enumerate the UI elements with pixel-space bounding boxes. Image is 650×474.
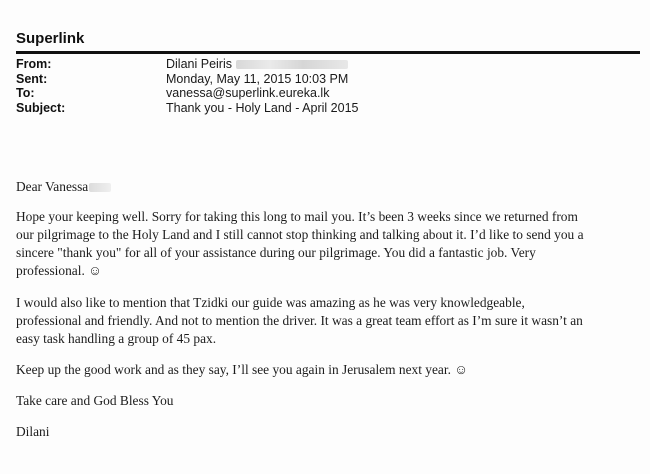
redacted-greeting-blur [89, 183, 111, 192]
spacer [16, 280, 638, 294]
sent-row [16, 72, 358, 87]
to-row [16, 86, 358, 101]
paragraph-1-line-1: Hope your keeping well. Sorry for taking this long to mail you. It’s been 3 weeks since we returned from [16, 209, 578, 224]
paragraph-2-line-3: easy task handling a group of 45 pax. [16, 331, 217, 346]
paragraph-1-line-2: our pilgrimage to the Holy Land and I still cannot stop thinking and talking about it. I’d like to send you a [16, 227, 584, 242]
brand-title: Superlink [16, 30, 640, 54]
from-value: Dilani Peiris [166, 57, 232, 71]
spacer [16, 196, 638, 208]
spacer [16, 379, 638, 392]
to-value: vanessa@superlink.eureka.lk [166, 86, 330, 100]
signature: Dilani [16, 424, 50, 439]
paragraph-4: Take care and God Bless You [16, 393, 174, 408]
sent-label: Sent: [16, 71, 48, 86]
to-label: To: [16, 86, 35, 100]
paragraph-2-line-2: professional and friendly. And not to mention the driver. It was a great team effort as I’m sure it wasn’t an [16, 313, 583, 328]
from-row [16, 57, 358, 72]
paragraph-3: Keep up the good work and as they say, I’ll see you again in Jerusalem next year. ☺ [16, 362, 468, 377]
paragraph-1-line-4: professional. ☺ [16, 263, 102, 278]
paragraph-1-line-3: sincere "thank you" for all of your assistance during our pilgrimage. You did a fantastic job. Very [16, 245, 536, 260]
email-header [16, 30, 640, 54]
paragraph-2-line-1: I would also like to mention that Tzidki our guide was amazing as he was very knowledgeable, [16, 295, 525, 310]
subject-value: Thank you - Holy Land - April 2015 [166, 100, 359, 115]
greeting-line [16, 178, 638, 196]
subject-label: Subject: [16, 100, 66, 115]
subject-row [16, 101, 358, 116]
sent-value: Monday, May 11, 2015 10:03 PM [166, 71, 349, 86]
spacer [16, 410, 638, 423]
greeting: Dear Vanessa [16, 179, 89, 194]
email-meta [16, 57, 358, 115]
letter-body [16, 178, 638, 441]
redacted-email-blur [236, 60, 348, 69]
from-label: From: [16, 57, 52, 71]
spacer [16, 348, 638, 361]
from-value-wrap [166, 57, 348, 72]
